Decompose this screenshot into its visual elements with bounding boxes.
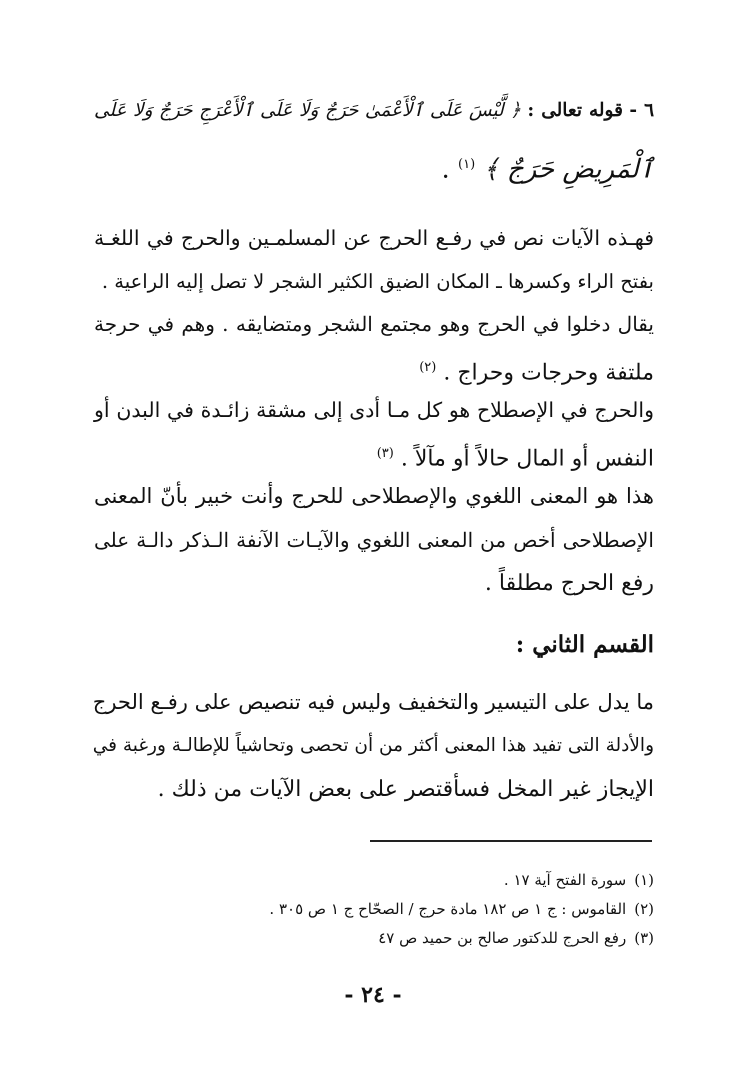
- paragraph-line: ما يدل على التيسير والتخفيف وليس فيه تنصيص على رفـع الحرج: [92, 690, 654, 714]
- paragraph-1: [94, 216, 654, 304]
- footnote-number: (٣): [634, 929, 654, 947]
- verse-item: [94, 84, 654, 197]
- paragraph-line: والأدلة التى تفيد هذا المعنى أكثر من أن تحصى وتحاشياً للإطالـة ورغبة في: [92, 735, 654, 756]
- paragraph-line: هذا هو المعنى اللغوي والإصطلاحى للحرج وأنت خبير بأنّ المعنى: [94, 484, 654, 508]
- item-number: ٦ -: [629, 100, 654, 121]
- footnote-text: القاموس : ج ١ ص ١٨٢ مادة حرج / الصحّاح ج ١ ص ٣٠٥ .: [269, 900, 627, 918]
- paragraph-line: الإصطلاحى أخص من المعنى اللغوي والآيـات الآنفة الـذكر دالـة على: [94, 528, 654, 552]
- paragraph-line: الإيجاز غير المخل فسأقتصر على بعض الآيات من ذلك .: [157, 777, 654, 802]
- footnote-3: [94, 924, 654, 953]
- paragraph-line: بفتح الراء وكسرها ـ المكان الضيق الكثير الشجر لا تصل إليه الراعية .: [101, 270, 654, 293]
- footnote-text: سورة الفتح آية ١٧ .: [503, 871, 627, 889]
- section-paragraph: [94, 680, 654, 812]
- footnote-number: (١): [634, 871, 654, 889]
- footnotes: [94, 866, 654, 953]
- paragraph-line: يقال دخلوا في الحرج وهو مجتمع الشجر ومتضايقه . وهم في حرجة: [94, 312, 654, 336]
- paragraph-line-text: ملتفة وحرجات وحراج .: [443, 360, 654, 386]
- footnote-ref-3: (٣): [376, 446, 394, 461]
- paragraph-3: [94, 388, 654, 481]
- paragraph-line: والحرج في الإصطلاح هو كل مـا أدى إلى مشقة زائـدة في البدن أو: [94, 398, 654, 422]
- verse-line-2: [94, 138, 654, 197]
- footnote-2: [94, 895, 654, 924]
- verse-line-1: [94, 84, 654, 138]
- verse-end: .: [441, 154, 450, 185]
- footnote-number: (٢): [634, 900, 654, 918]
- page-number: - ٢٤ -: [344, 982, 402, 1008]
- paragraph-line: فهـذه الآيات نص في رفـع الحرج عن المسلمـين والحرج في اللغـة: [94, 226, 654, 250]
- paragraph-line: رفع الحرج مطلقاً .: [484, 571, 654, 596]
- verse-text-2: ٱلْمَرِيضِ حَرَجٌ ﴾: [483, 154, 654, 185]
- item-intro: قوله تعالى :: [527, 100, 623, 121]
- paragraph-2: [94, 302, 654, 395]
- verse-text-1: ﴿ لَّيْسَ عَلَى ٱلْأَعْمَىٰ حَرَجٌ وَلَا عَلَى ٱلْأَعْرَجِ حَرَجٌ وَلَا عَلَى: [94, 100, 521, 121]
- section-heading: القسم الثاني :: [515, 631, 654, 658]
- paragraph-4: [94, 474, 654, 606]
- paragraph-line-text: النفس أو المال حالاً أو مآلاً .: [400, 446, 654, 472]
- footnote-1: [94, 866, 654, 895]
- footnote-ref-2: (٢): [419, 360, 437, 375]
- footnote-separator: [370, 840, 652, 842]
- footnote-ref-1: (١): [458, 157, 476, 172]
- footnote-text: رفع الحرج للدكتور صالح بن حميد ص ٤٧: [378, 929, 627, 947]
